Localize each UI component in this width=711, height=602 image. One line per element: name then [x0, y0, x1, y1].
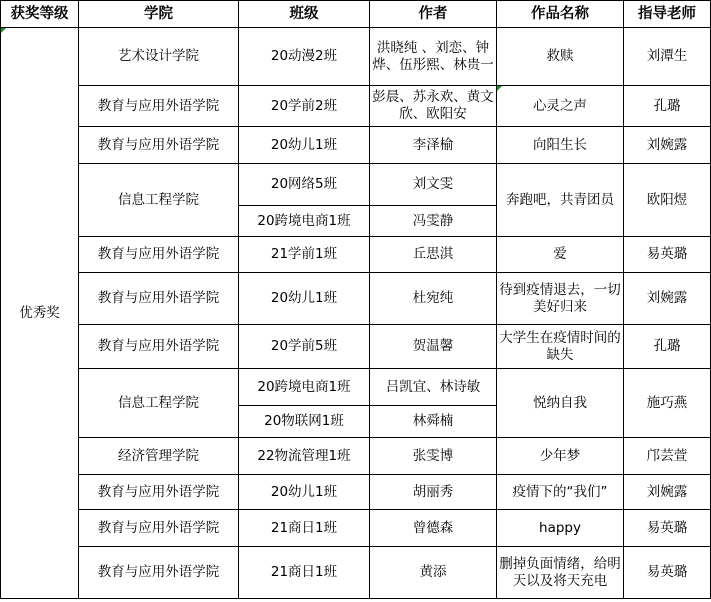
teacher-cell: 刘婉露: [624, 127, 711, 164]
college-cell: 教育与应用外语学院: [79, 86, 239, 127]
college-cell: 教育与应用外语学院: [79, 237, 239, 273]
class-cell: 20跨境电商1班: [239, 369, 370, 406]
college-cell: 信息工程学院: [79, 164, 239, 237]
author-cell: 刘文雯: [370, 164, 497, 206]
award-level-cell: 优秀奖: [1, 28, 79, 599]
header-college: 学院: [79, 1, 239, 28]
work-cell: 悦纳自我: [497, 369, 624, 438]
table-row: [1, 438, 711, 475]
college-cell: 经济管理学院: [79, 438, 239, 475]
class-cell: 20幼儿1班: [239, 475, 370, 510]
teacher-cell: 易英璐: [624, 547, 711, 599]
class-cell: 21商日1班: [239, 547, 370, 599]
teacher-cell: 邝芸萱: [624, 438, 711, 475]
work-cell: 少年梦: [497, 438, 624, 475]
work-cell: 大学生在疫情时间的缺失: [497, 325, 624, 369]
class-cell: 20跨境电商1班: [239, 206, 370, 237]
work-cell: 心灵之声: [497, 86, 624, 127]
college-cell: 教育与应用外语学院: [79, 510, 239, 547]
class-cell: 22物流管理1班: [239, 438, 370, 475]
author-cell: 洪晓纯 、刘恋、钟烨、伍彤熙、林贵一: [370, 28, 497, 86]
class-cell: 20网络5班: [239, 164, 370, 206]
author-cell: 冯雯静: [370, 206, 497, 237]
header-class: 班级: [239, 1, 370, 28]
header-work: 作品名称: [497, 1, 624, 28]
work-cell: 奔跑吧，共青团员: [497, 164, 624, 237]
class-cell: 20幼儿1班: [239, 273, 370, 325]
header-row: [1, 1, 711, 28]
class-cell: 20幼儿1班: [239, 127, 370, 164]
author-cell: 贺温馨: [370, 325, 497, 369]
college-cell: 信息工程学院: [79, 369, 239, 438]
class-cell: 20物联网1班: [239, 406, 370, 438]
teacher-cell: 施巧燕: [624, 369, 711, 438]
class-cell: 21商日1班: [239, 510, 370, 547]
author-cell: 彭晨、苏永欢、黄文欣、欧阳安: [370, 86, 497, 127]
header-author: 作者: [370, 1, 497, 28]
table-row: [1, 127, 711, 164]
table-row: [1, 86, 711, 127]
author-cell: 杜宛纯: [370, 273, 497, 325]
table-row: [1, 237, 711, 273]
author-cell: 丘思淇: [370, 237, 497, 273]
table-row: [1, 369, 711, 406]
author-cell: 曾德森: [370, 510, 497, 547]
teacher-cell: 孔璐: [624, 86, 711, 127]
teacher-cell: 欧阳煜: [624, 164, 711, 237]
work-cell: 救赎: [497, 28, 624, 86]
college-cell: 教育与应用外语学院: [79, 127, 239, 164]
table-row: [1, 510, 711, 547]
author-cell: 黄添: [370, 547, 497, 599]
work-cell: 疫情下的“我们”: [497, 475, 624, 510]
teacher-cell: 刘潭生: [624, 28, 711, 86]
work-cell: 待到疫情退去，一切美好归来: [497, 273, 624, 325]
class-cell: 20动漫2班: [239, 28, 370, 86]
work-cell: 删掉负面情绪，给明天以及将天充电: [497, 547, 624, 599]
college-cell: 教育与应用外语学院: [79, 475, 239, 510]
college-cell: 教育与应用外语学院: [79, 547, 239, 599]
work-cell: 向阳生长: [497, 127, 624, 164]
author-cell: 张雯博: [370, 438, 497, 475]
author-cell: 胡丽秀: [370, 475, 497, 510]
header-award-level: 获奖等级: [1, 1, 79, 28]
teacher-cell: 刘婉露: [624, 273, 711, 325]
teacher-cell: 孔璐: [624, 325, 711, 369]
table-row: [1, 28, 711, 86]
teacher-cell: 刘婉露: [624, 475, 711, 510]
author-cell: 林舜楠: [370, 406, 497, 438]
table-row: [1, 164, 711, 206]
work-cell: 爱: [497, 237, 624, 273]
class-cell: 21学前1班: [239, 237, 370, 273]
college-cell: 教育与应用外语学院: [79, 273, 239, 325]
teacher-cell: 易英璐: [624, 237, 711, 273]
teacher-cell: 易英璐: [624, 510, 711, 547]
work-cell: happy: [497, 510, 624, 547]
author-cell: 吕凯宜、林诗敏: [370, 369, 497, 406]
table-row: [1, 325, 711, 369]
header-teacher: 指导老师: [624, 1, 711, 28]
table-row: [1, 475, 711, 510]
author-cell: 李泽榆: [370, 127, 497, 164]
college-cell: 教育与应用外语学院: [79, 325, 239, 369]
class-cell: 20学前2班: [239, 86, 370, 127]
table-row: [1, 273, 711, 325]
table-row: [1, 547, 711, 599]
college-cell: 艺术设计学院: [79, 28, 239, 86]
class-cell: 20学前5班: [239, 325, 370, 369]
